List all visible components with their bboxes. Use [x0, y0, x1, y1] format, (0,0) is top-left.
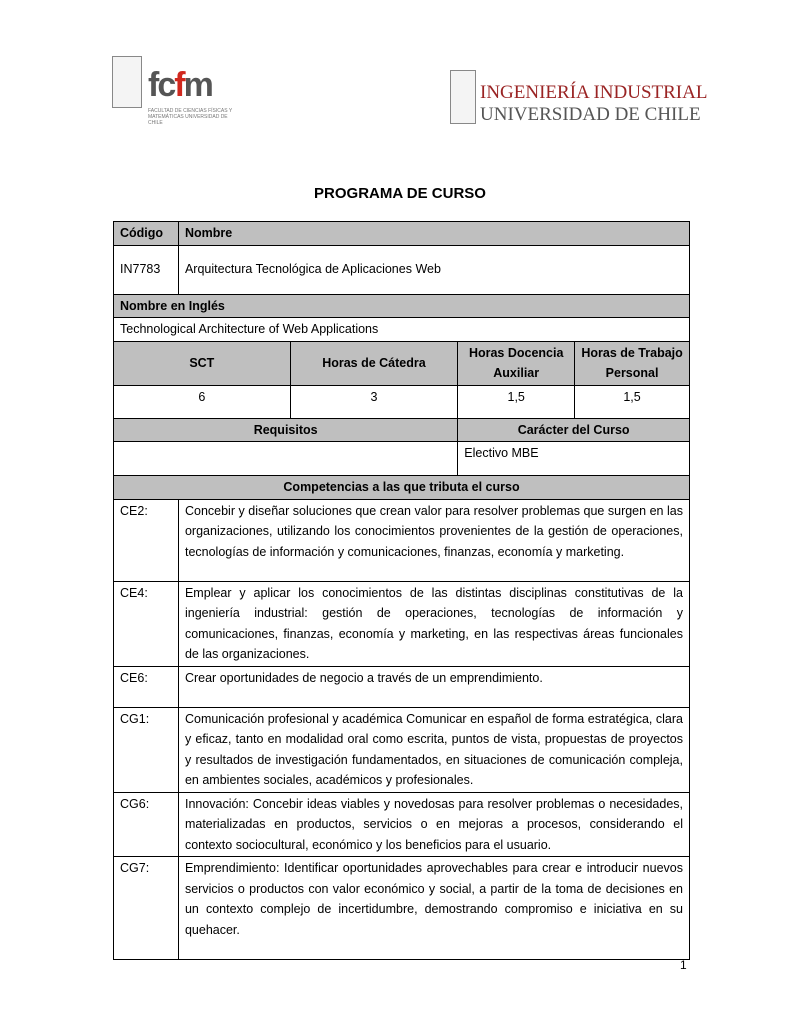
university-crest-icon: [450, 70, 476, 124]
course-code: IN7783: [114, 245, 179, 294]
course-table: Código Nombre IN7783 Arquitectura Tecnológica de Aplicaciones Web Nombre en Inglés Technological Architecture of Web Applications SCT Horas de Cátedra Horas Docencia Auxiliar Horas de Trabajo Personal 6 3 1,5 1,5 Requisitos Carácter del Curso Electivo MBE Competencias a las que tributa el curso CE2: Concebir y diseñar soluciones que crean valor para resolver problemas que surgen en las organizaciones, utilizando los conocimientos provenientes de la gestión de operaciones, tecnologías de información y comunicaciones, finanzas, economía y marketing. CE4: Emplear y aplicar los conocimientos de las distintas disciplinas constitutivas de la ingeniería industrial: gestión de operaciones, tecnologías de información y comunicaciones, finanzas, economía y marketing, en las respectivas áreas funcionales de las organizaciones. CE6: Crear oportunidades de negocio a través de un emprendimiento. CG1: Comunicación profesional y académica Comunicar en español de forma estratégica, clara y eficaz, tanto en modalidad oral como escrita, puntos de vista, propuestas de proyectos y resultados de investigación fundamentados, en situaciones de comunicación compleja, en ambientes sociales, académicos y profesionales. CG6: Innovación: Concebir ideas viables y novedosas para resolver problemas o necesidades, materializadas en productos, servicios o en mejoras a procesos, considerando el contexto sociocultural, económico y los beneficios para el usuario. CG7: Emprendimiento: Identificar oportunidades aprovechables para crear e introducir nuevos servicios o productos con valor económico y social, a partir de la toma de decisiones en un contexto complejo de incertidumbre, demostrando compromiso e iniciativa en su quehacer.: [113, 221, 690, 960]
page-title: PROGRAMA DE CURSO: [314, 185, 486, 202]
page-number: 1: [680, 958, 687, 972]
course-name: Arquitectura Tecnológica de Aplicaciones Web: [178, 245, 689, 294]
competency-row: CG1: Comunicación profesional y académica Comunicar en español de forma estratégica, clara y eficaz, tanto en modalidad oral como escrita, puntos de vista, propuestas de proyectos y resultados de investigación fundamentados, en situaciones de comunicación compleja, en ambientes sociales, académicos y profesionales.: [114, 707, 690, 792]
ingenieria-industrial-logo: INGENIERÍA INDUSTRIAL UNIVERSIDAD DE CHILE: [450, 58, 680, 128]
competency-row: CG7: Emprendimiento: Identificar oportunidades aprovechables para crear e introducir nuevos servicios o productos con valor económico y social, a partir de la toma de decisiones en un contexto complejo de incertidumbre, demostrando compromiso e iniciativa en su quehacer.: [114, 857, 690, 960]
course-name-english: Technological Architecture of Web Applications: [114, 318, 690, 342]
competency-row: CE4: Emplear y aplicar los conocimientos de las distintas disciplinas constitutivas de la ingeniería industrial: gestión de operaciones, tecnologías de información y comunicaciones, finanzas, economía y marketing, en las respectivas áreas funcionales de las organizaciones.: [114, 581, 690, 666]
competency-row: CE6: Crear oportunidades de negocio a través de un emprendimiento.: [114, 666, 690, 707]
course-character: Electivo MBE: [458, 442, 690, 476]
fcfm-subtitle: FACULTAD DE CIENCIAS FÍSICAS Y MATEMÁTICAS UNIVERSIDAD DE CHILE: [148, 108, 233, 126]
university-crest-icon: [112, 56, 142, 108]
competency-row: CG6: Innovación: Concebir ideas viables y novedosas para resolver problemas o necesidades, materializadas en productos, servicios o en mejoras a procesos, considerando el contexto sociocultural, económico y los beneficios para el usuario.: [114, 792, 690, 857]
fcfm-logo: fcfm FACULTAD DE CIENCIAS FÍSICAS Y MATEMÁTICAS UNIVERSIDAD DE CHILE: [112, 46, 232, 126]
competency-row: CE2: Concebir y diseñar soluciones que crean valor para resolver problemas que surgen en las organizaciones, utilizando los conocimientos provenientes de la gestión de operaciones, tecnologías de información y comunicaciones, finanzas, economía y marketing.: [114, 499, 690, 581]
